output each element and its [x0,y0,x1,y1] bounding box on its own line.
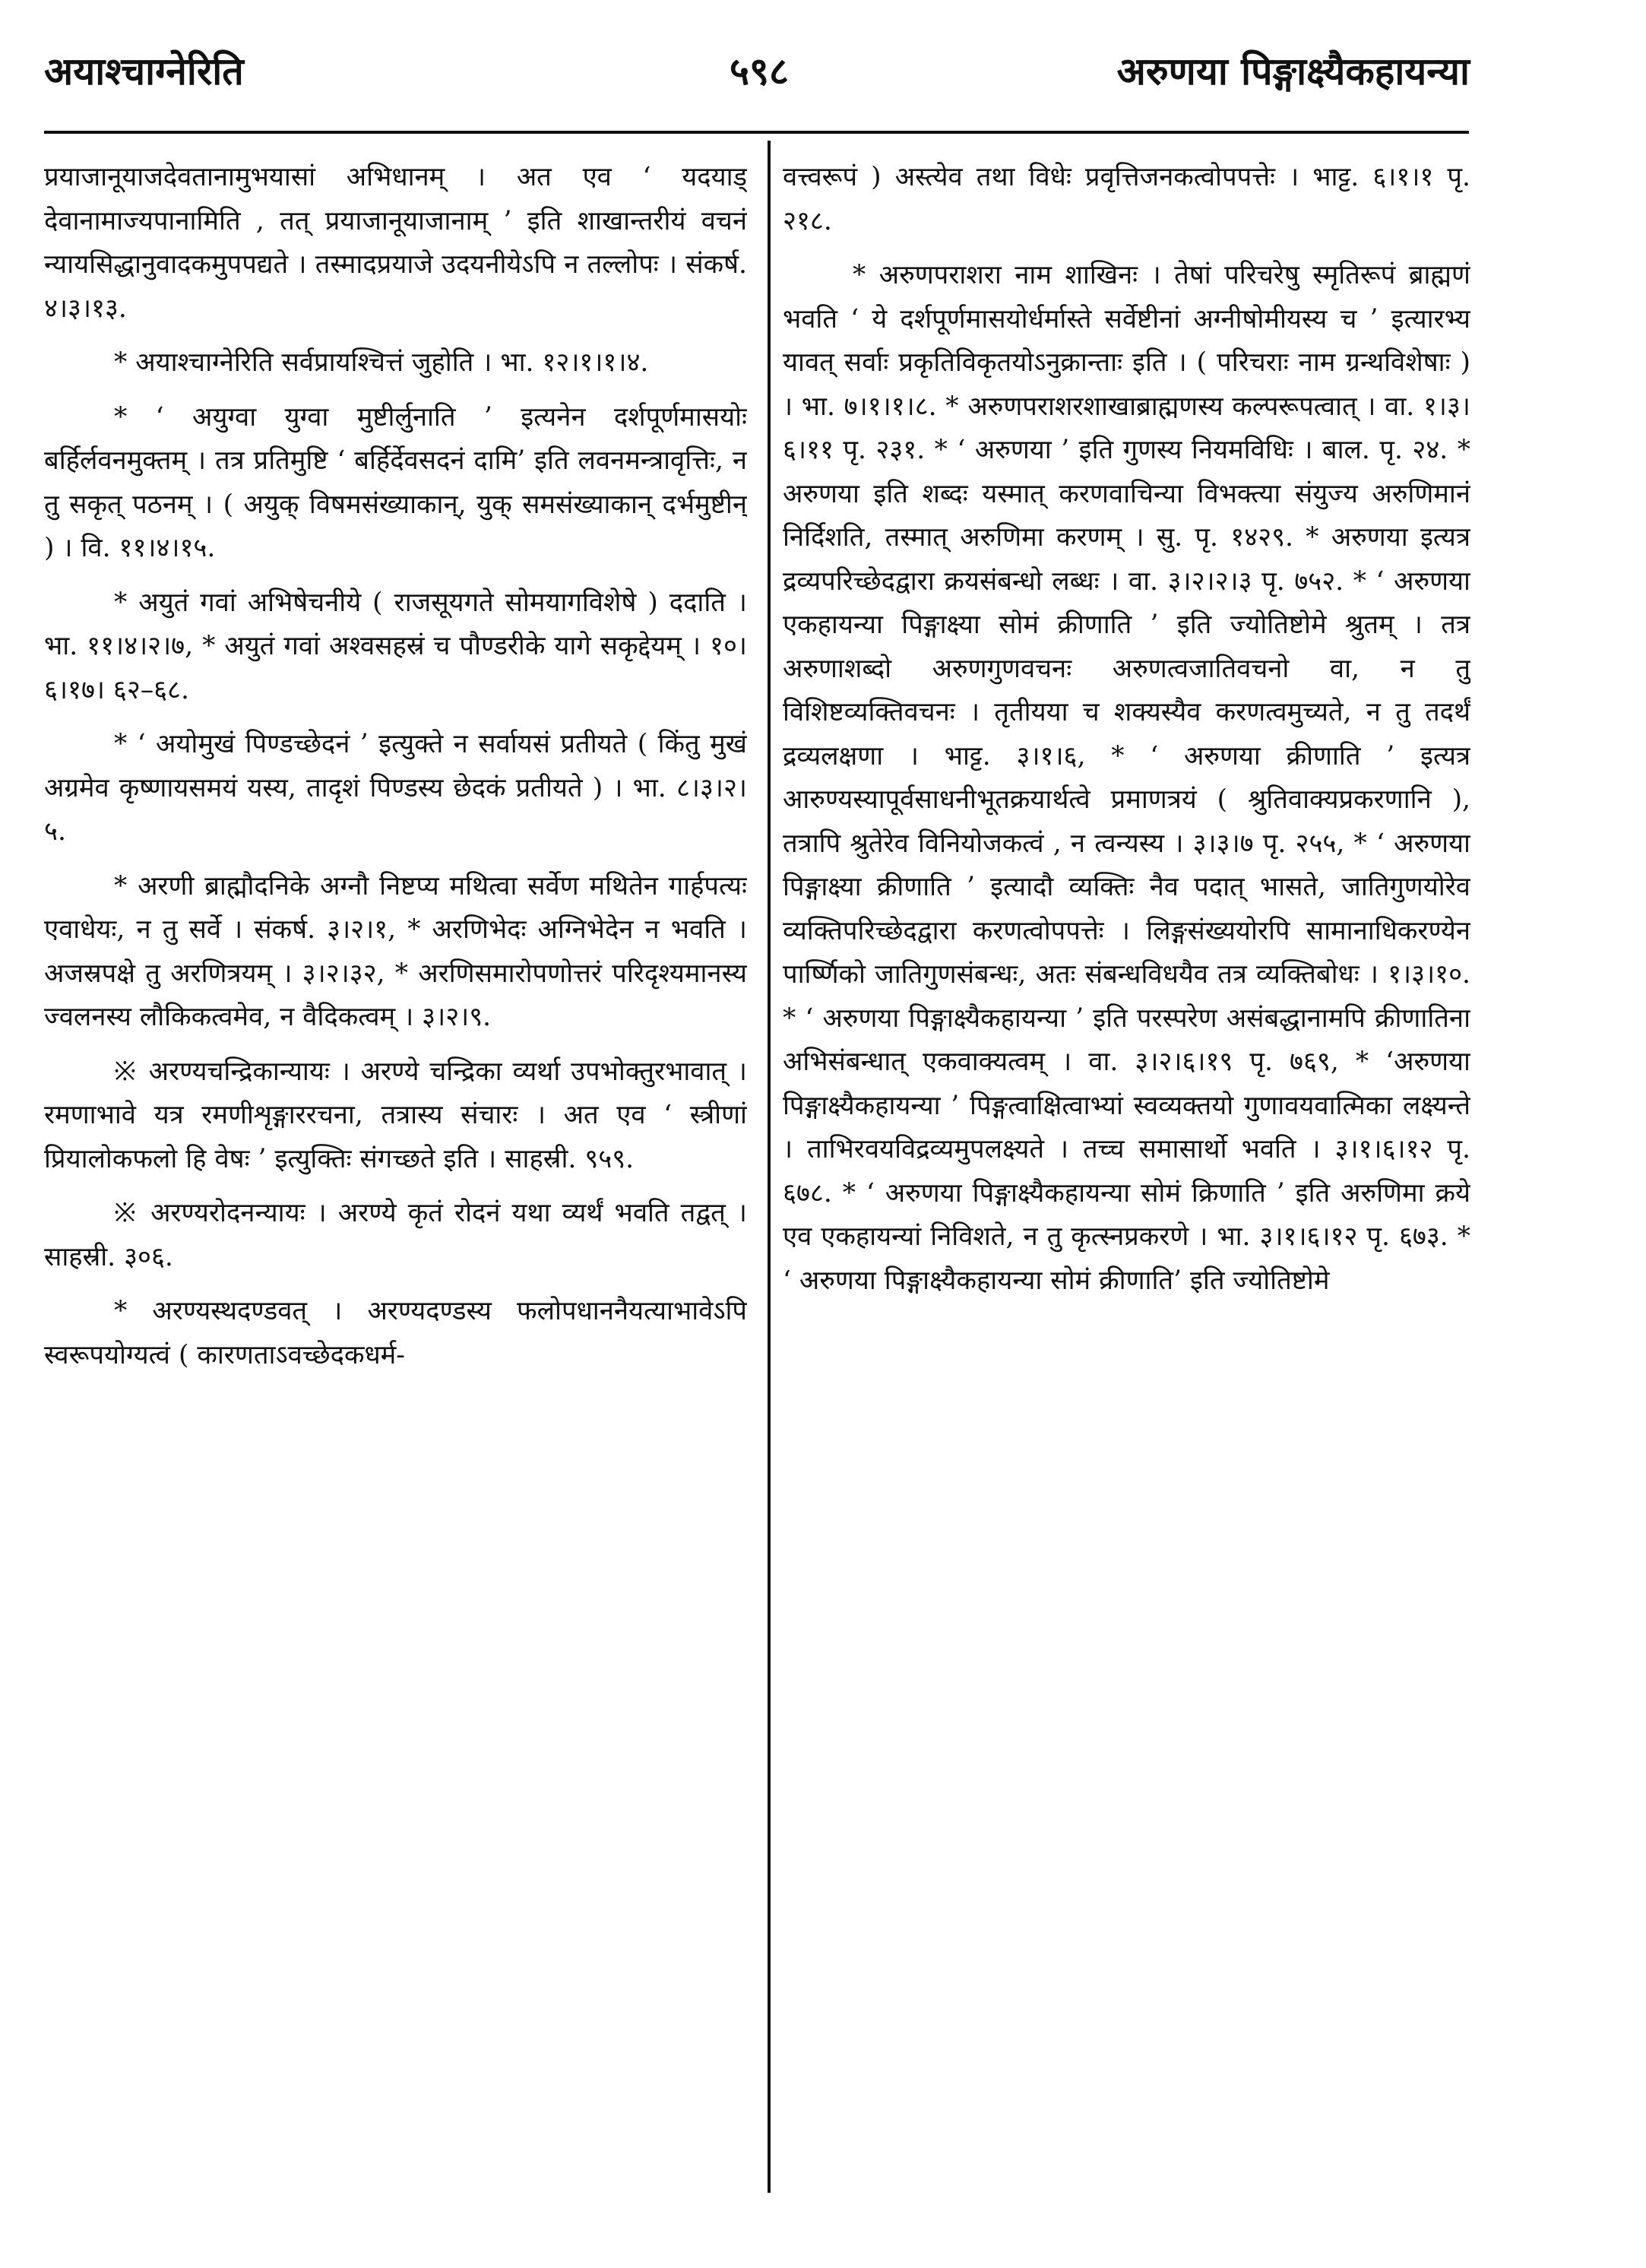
entry-paragraph: * अरण्यस्थदण्डवत् । अरण्यदण्डस्य फलोपधाननैयत्याभावेऽपि स्वरूपयोग्यत्वं ( कारणताऽवच्छेदकधर्म- [44,1296,747,1370]
running-head-left: अयाश्चाग्नेरिति [44,49,244,93]
entry-paragraph: * अयुतं गवां अभिषेचनीये ( राजसूयगते सोमयागविशेषे ) ददाति । भा. ११।४।२।७, * अयुतं गवां अश्वसहस्रं च पौण्डरीके यागे सकृद्देयम् । १०।६।१७। ६२–६८. [44,587,747,705]
left-column [44,156,747,2200]
entry-paragraph: * अरणी ब्राह्मौदनिके अग्नौ निष्टप्य मथित्वा सर्वेण मथितेन गार्हपत्यः एवाधेयः, न तु सर्वे । संकर्ष. ३।२।१, * अरणिभेदः अग्निभेदेन न भवति । अजस्रपक्षे तु अरणित्रयम् । ३।२।३२, * अरणिसमारोपणोत्तरं परिदृश्यमानस्य ज्वलनस्य लौकिकत्वमेव, न वैदिकत्वम् । ३।२।९. [44,870,747,1032]
entry-paragraph: ※ अरण्यचन्द्रिकान्यायः । अरण्ये चन्द्रिका व्यर्था उपभोक्तुरभावात् । रमणाभावे यत्र रमणीशृङ्गाररचना, तत्रास्य संचारः । अत एव ‘ स्त्रीणां प्रियालोकफलो हि वेषः ’ इत्युक्तिः संगच्छते इति । साहस्री. ९५९. [44,1056,747,1174]
entry-paragraph: * अयाश्चाग्नेरिति सर्वप्रायश्चित्तं जुहोति । भा. १२।१।१।४. [114,347,649,378]
running-head-right: अरुणया पिङ्गाक्ष्यैकहायन्या [1116,49,1470,93]
entry-paragraph: * अरुणपराशरा नाम शाखिनः । तेषां परिचरेषु स्मृतिरूपं ब्राह्मणं भवति ‘ ये दर्शपूर्णमासयोर्धर्मास्ते सर्वेष्टीनां अग्नीषोमीयस्य च ’ इत्यारभ्य यावत् सर्वाः प्रकृतिविकृतयोऽनुक्रान्ताः इति । ( परिचराः नाम ग्रन्थविशेषाः ) । भा. ७।१।१।८. * अरुणपराशरशाखाब्राह्मणस्य कल्परूपत्वात् । वा. १।३।६।११ पृ. २३१. * ‘ अरुणया ’ इति गुणस्य नियमविधिः । बाल. पृ. २४. * अरुणया इति शब्दः यस्मात् करणवाचिन्या विभक्त्या संयुज्य अरुणिमानं निर्दिशति, तस्मात् अरुणिमा करणम् । सु. पृ. १४२९. * अरुणया इत्यत्र द्रव्यपरिच्छेदद्वारा क्रयसंबन्धो लब्धः । वा. ३।२।२।३ पृ. ७५२. * ‘ अरुणया एकहायन्या पिङ्गाक्ष्या सोमं क्रीणाति ’ इति ज्योतिष्टोमे श्रुतम् । तत्र अरुणाशब्दो अरुणगुणवचनः अरुणत्वजातिवचनो वा, न तु विशिष्टव्यक्तिवचनः । तृतीयया च शक्यस्यैव करणत्वमुच्यते, न तु तदर्थं द्रव्यलक्षणा । भाट्ट. ३।१।६, * ‘ अरुणया क्रीणाति ’ इत्यत्र आरुण्यस्यापूर्वसाधनीभूतक्रयार्थत्वे प्रमाणत्रयं ( श्रुतिवाक्यप्रकरणानि ), तत्रापि श्रुतेरेव विनियोजकत्वं , न त्वन्यस्य । ३।३।७ पृ. २५५, * ‘ अरुणया पिङ्गाक्ष्या क्रीणाति ’ इत्यादौ व्यक्तिः नैव पदात् भासते, जातिगुणयोरेव व्यक्तिपरिच्छेदद्वारा करणत्वोपपत्तेः । लिङ्गसंख्ययोरपि सामानाधिकरण्येन पार्ष्णिको जातिगुणसंबन्धः, अतः संबन्धविधयैव तत्र व्यक्तिबोधः । १।३।१०. * ‘ अरुणया पिङ्गाक्ष्यैकहायन्या ’ इति परस्परेण असंबद्धानामपि क्रीणातिना अभिसंबन्धात् एकवाक्यत्वम् । वा. ३।२।६।१९ पृ. ७६९, * ‘अरुणया पिङ्गाक्ष्यैकहायन्या ’ पिङ्गत्वाक्षित्वाभ्यां स्वव्यक्तयो गुणावयवात्मिका लक्ष्यन्ते । ताभिरवयविद्रव्यमुपलक्ष्यते । तच्च समासार्थो भवति । ३।१।६।१२ पृ. ६७८. * ‘ अरुणया पिङ्गाक्ष्यैकहायन्या सोमं क्रिणाति ’ इति अरुणिमा क्रये एव एकहायन्यां निविशते, न तु कृत्स्नप्रकरणे । भा. ३।१।६।१२ पृ. ६७३. * ‘ अरुणया पिङ्गाक्ष्यैकहायन्या सोमं क्रीणाति’ इति ज्योतिष्टोमे [783,260,1470,1296]
right-column [783,156,1470,2200]
column-divider [768,141,771,2193]
page-number: ५९८ [730,49,789,93]
entry-paragraph: ※ अरण्यरोदनन्यायः । अरण्ये कृतं रोदनं यथा व्यर्थं भवति तद्वत् । साहस्री. ३०६. [44,1198,747,1272]
entry-paragraph: * ‘ अयुग्वा युग्वा मुष्टीर्लुनाति ’ इत्यनेन दर्शपूर्णमासयोः बर्हिर्लवनमुक्तम् । तत्र प्रतिमुष्टि ‘ बर्हिर्देवसदनं दामि’ इति लवनमन्त्रावृत्तिः, न तु सकृत् पठनम् । ( अयुक् विषमसंख्याकान्, युक् समसंख्याकान् दर्भमुष्टीन् ) । वि. ११।४।१५. [44,401,747,563]
entry-paragraph: * ‘ अयोमुखं पिण्डच्छेदनं ’ इत्युक्ते न सर्वायसं प्रतीयते ( किंतु मुखं अग्रमेव कृष्णायसमयं यस्य, तादृशं पिण्डस्य छेदकं प्रतीयते ) । भा. ८।३।२।५. [44,729,747,847]
header-rule [44,131,1469,134]
entry-paragraph: वत्त्वरूपं ) अस्त्येव तथा विधेः प्रवृत्तिजनकत्वोपपत्तेः । भाट्ट. ६।१।१ पृ. २१८. [783,162,1470,236]
entry-paragraph: प्रयाजानूयाजदेवतानामुभयासां अभिधानम् । अत एव ‘ यदयाड् देवानामाज्यपानामिति , तत् प्रयाजानूयाजानाम् ’ इति शाखान्तरीयं वचनं न्यायसिद्धानुवादकमुपपद्यते । तस्मादप्रयाजे उदयनीयेऽपि न तल्लोपः । संकर्ष. ४।३।१३. [44,162,747,324]
